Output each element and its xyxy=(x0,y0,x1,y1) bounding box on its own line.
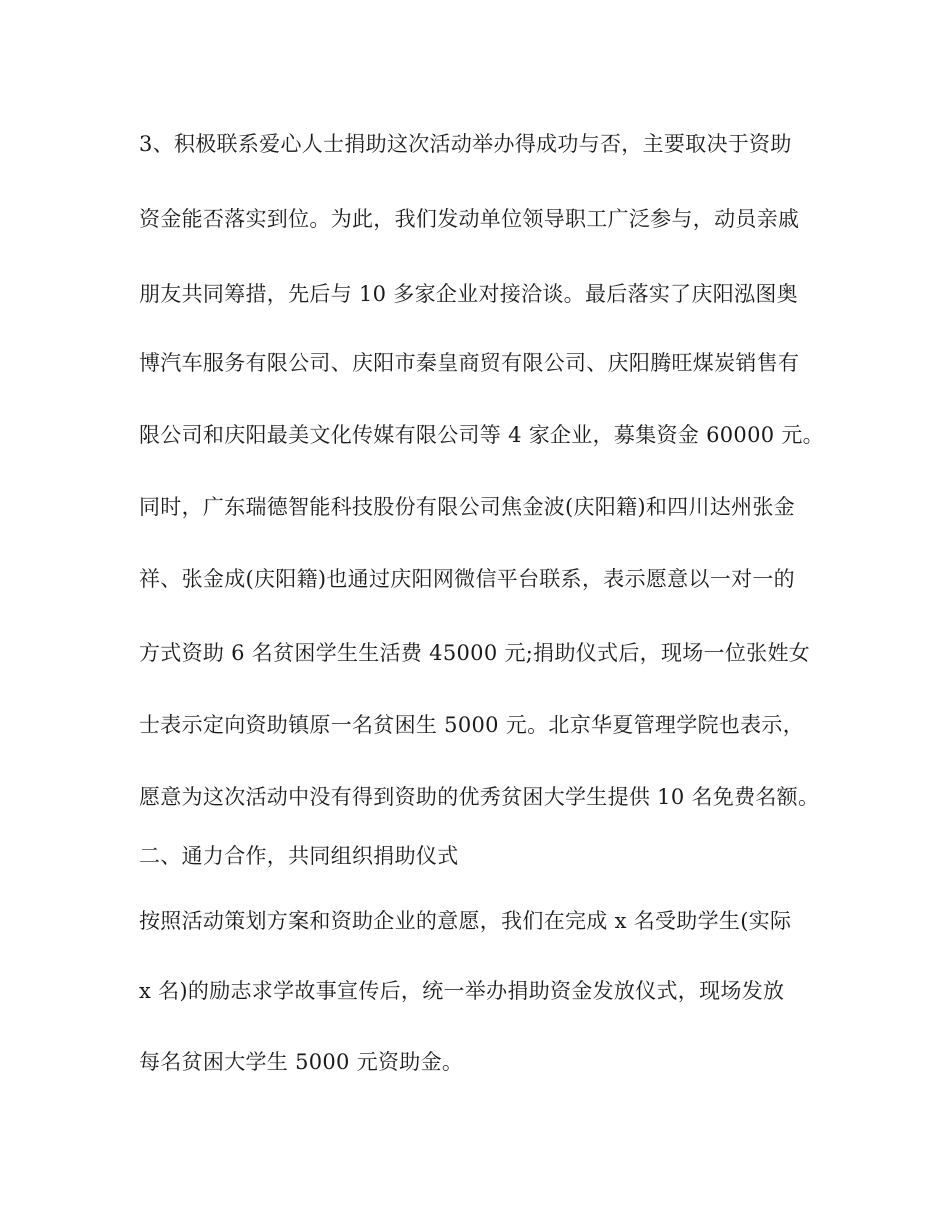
section-heading: 二、通力合作，共同组织捐助仪式 xyxy=(139,844,459,868)
paragraph-1-line-5: 限公司和庆阳最美文化传媒有限公司等 4 家企业，募集资金 60000 元。 xyxy=(139,423,824,447)
paragraph-1-line-3: 朋友共同筹措，先后与 10 多家企业对接洽谈。最后落实了庆阳泓图奥 xyxy=(139,282,798,306)
paragraph-1-line-7: 祥、张金成(庆阳籍)也通过庆阳网微信平台联系，表示愿意以一对一的 xyxy=(139,567,795,591)
paragraph-1-line-10: 愿意为这次活动中没有得到资助的优秀贫困大学生提供 10 名免费名额。 xyxy=(139,785,820,809)
paragraph-2-line-2: x 名)的励志求学故事宣传后，统一举办捐助资金发放仪式，现场发放 xyxy=(139,979,785,1003)
paragraph-2-line-1: 按照活动策划方案和资助企业的意愿，我们在完成 x 名受助学生(实际 xyxy=(139,909,792,933)
paragraph-1-line-6: 同时，广东瑞德智能科技股份有限公司焦金波(庆阳籍)和四川达州张金 xyxy=(139,495,795,519)
paragraph-1-line-4: 博汽车服务有限公司、庆阳市秦皇商贸有限公司、庆阳腾旺煤炭销售有 xyxy=(139,351,800,375)
paragraph-2-line-3: 每名贫困大学生 5000 元资助金。 xyxy=(139,1050,464,1074)
paragraph-1-line-1: 3、积极联系爱心人士捐助这次活动举办得成功与否，主要取决于资助 xyxy=(139,132,792,156)
paragraph-1-line-9: 士表示定向资助镇原一名贫困生 5000 元。北京华夏管理学院也表示， xyxy=(139,713,804,737)
paragraph-1-line-2: 资金能否落实到位。为此，我们发动单位领导职工广泛参与，动员亲戚 xyxy=(139,207,800,231)
paragraph-1-line-8: 方式资助 6 名贫困学生生活费 45000 元;捐助仪式后，现场一位张姓女 xyxy=(139,641,811,665)
